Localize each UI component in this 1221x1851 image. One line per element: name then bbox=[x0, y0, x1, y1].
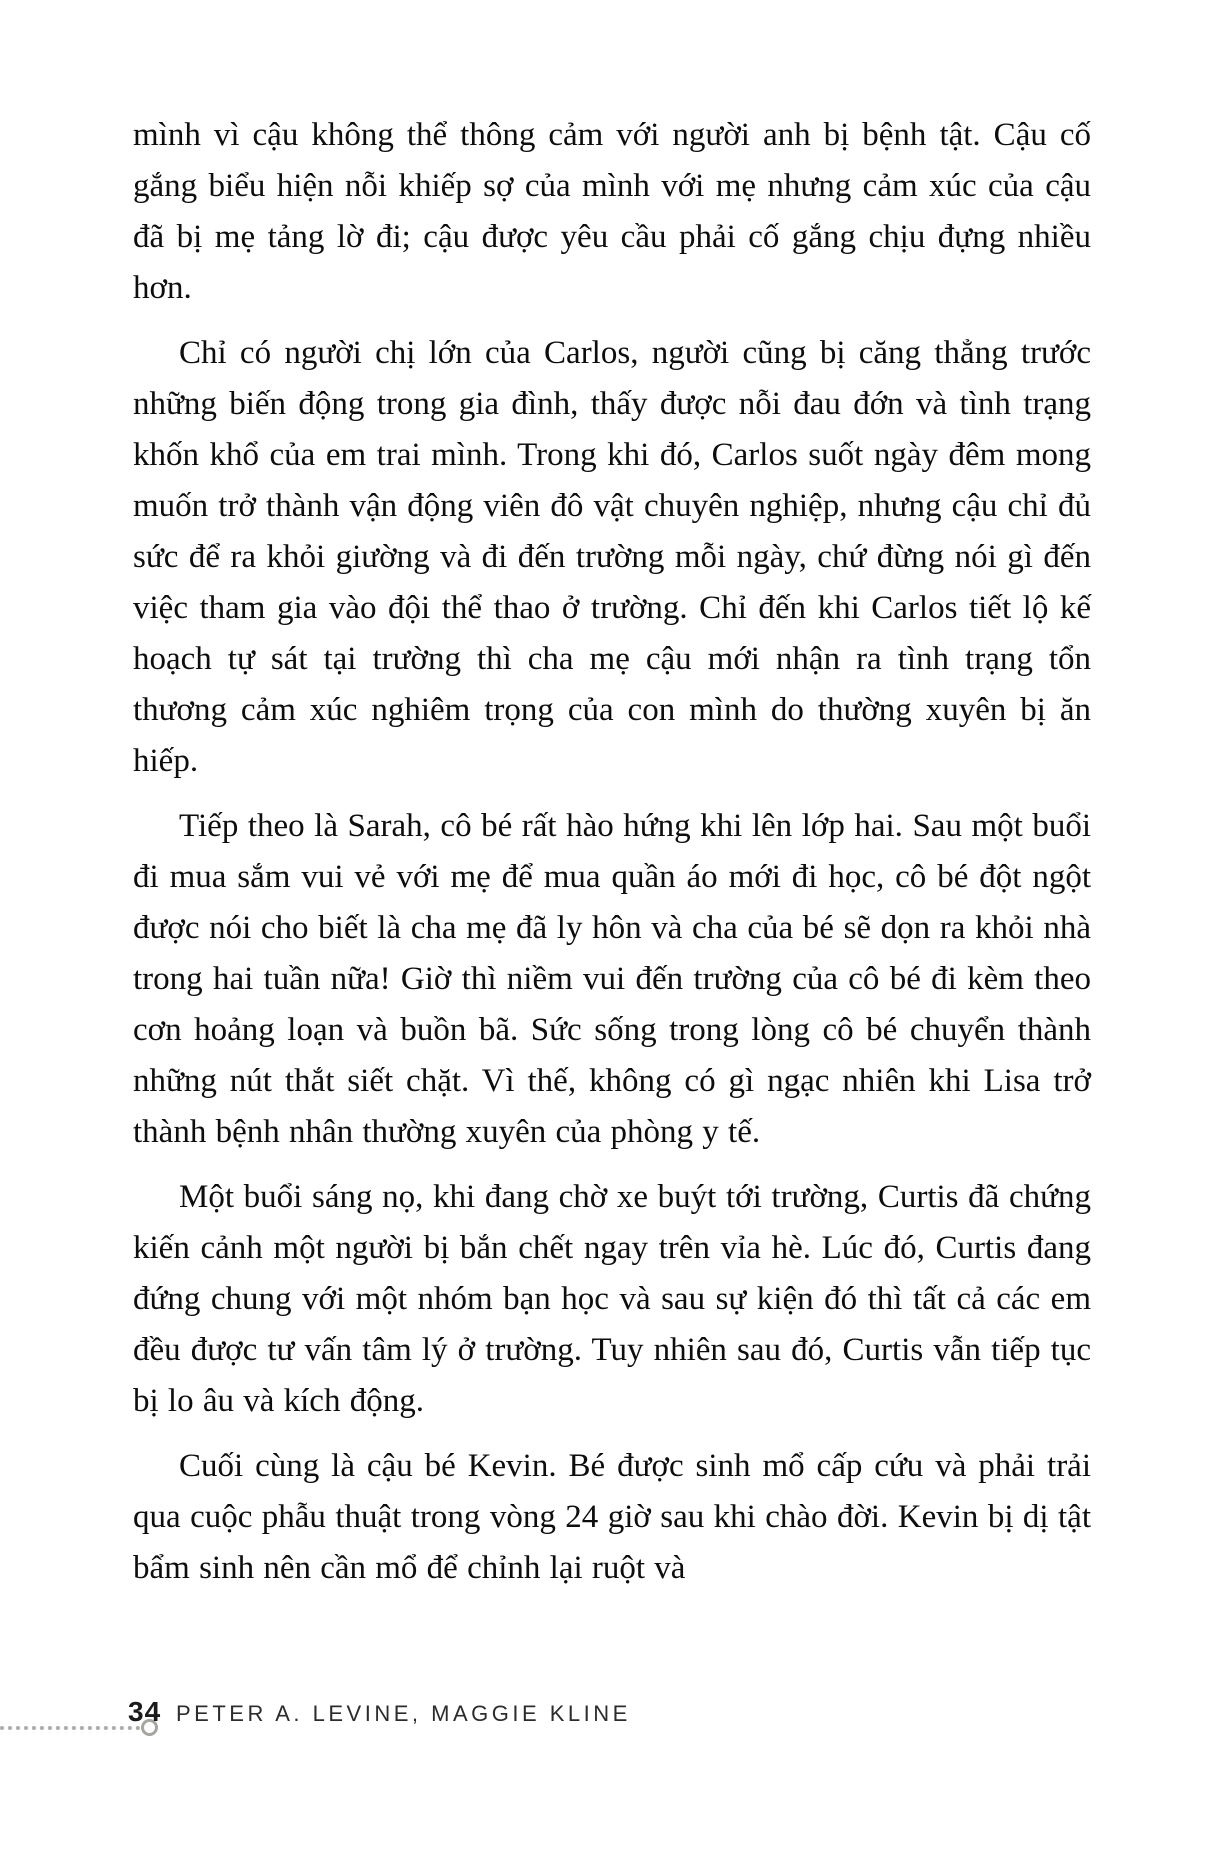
paragraph-carlos: Chỉ có người chị lớn của Carlos, người cũng bị căng thẳng trước những biến động trong gia đình, thấy được nỗi đau đớn và tình trạng khốn khổ của em trai mình. Trong khi đó, Carlos suốt ngày đêm mong muốn trở thành vận động viên đô vật chuyên nghiệp, nhưng cậu chỉ đủ sức để ra khỏi giường và đi đến trường mỗi ngày, chứ đừng nói gì đến việc tham gia vào đội thể thao ở trường. Chỉ đến khi Carlos tiết lộ kế hoạch tự sát tại trường thì cha mẹ cậu mới nhận ra tình trạng tổn thương cảm xúc nghiêm trọng của con mình do thường xuyên bị ăn hiếp. bbox=[133, 335, 1091, 779]
page-footer bbox=[0, 1690, 1221, 1760]
footer-dotted-line bbox=[0, 1726, 140, 1730]
paragraph-continued: mình vì cậu không thể thông cảm với người anh bị bệnh tật. Cậu cố gắng biểu hiện nỗi khiếp sợ của mình với mẹ nhưng cảm xúc của cậu đã bị mẹ tảng lờ đi; cậu được yêu cầu phải cố gắng chịu đựng nhiều hơn. bbox=[133, 117, 1091, 306]
paragraph-kevin: Cuối cùng là cậu bé Kevin. Bé được sinh mổ cấp cứu và phải trải qua cuộc phẫu thuật trong vòng 24 giờ sau khi chào đời. Kevin bị dị tật bẩm sinh nên cần mổ để chỉnh lại ruột và bbox=[133, 1448, 1091, 1586]
paragraph-curtis: Một buổi sáng nọ, khi đang chờ xe buýt tới trường, Curtis đã chứng kiến cảnh một người bị bắn chết ngay trên vỉa hè. Lúc đó, Curtis đang đứng chung với một nhóm bạn học và sau sự kiện đó thì tất cả các em đều được tư vấn tâm lý ở trường. Tuy nhiên sau đó, Curtis vẫn tiếp tục bị lo âu và kích động. bbox=[133, 1179, 1091, 1419]
page-number: 34 bbox=[128, 1696, 162, 1727]
body-text bbox=[133, 110, 1091, 1608]
paragraph-sarah: Tiếp theo là Sarah, cô bé rất hào hứng khi lên lớp hai. Sau một buổi đi mua sắm vui vẻ với mẹ để mua quần áo mới đi học, cô bé đột ngột được nói cho biết là cha mẹ đã ly hôn và cha của bé sẽ dọn ra khỏi nhà trong hai tuần nữa! Giờ thì niềm vui đến trường của cô bé đi kèm theo cơn hoảng loạn và buồn bã. Sức sống trong lòng cô bé chuyển thành những nút thắt siết chặt. Vì thế, không có gì ngạc nhiên khi Lisa trở thành bệnh nhân thường xuyên của phòng y tế. bbox=[133, 808, 1091, 1150]
running-title: PETER A. LEVINE, MAGGIE KLINE bbox=[176, 1701, 631, 1726]
